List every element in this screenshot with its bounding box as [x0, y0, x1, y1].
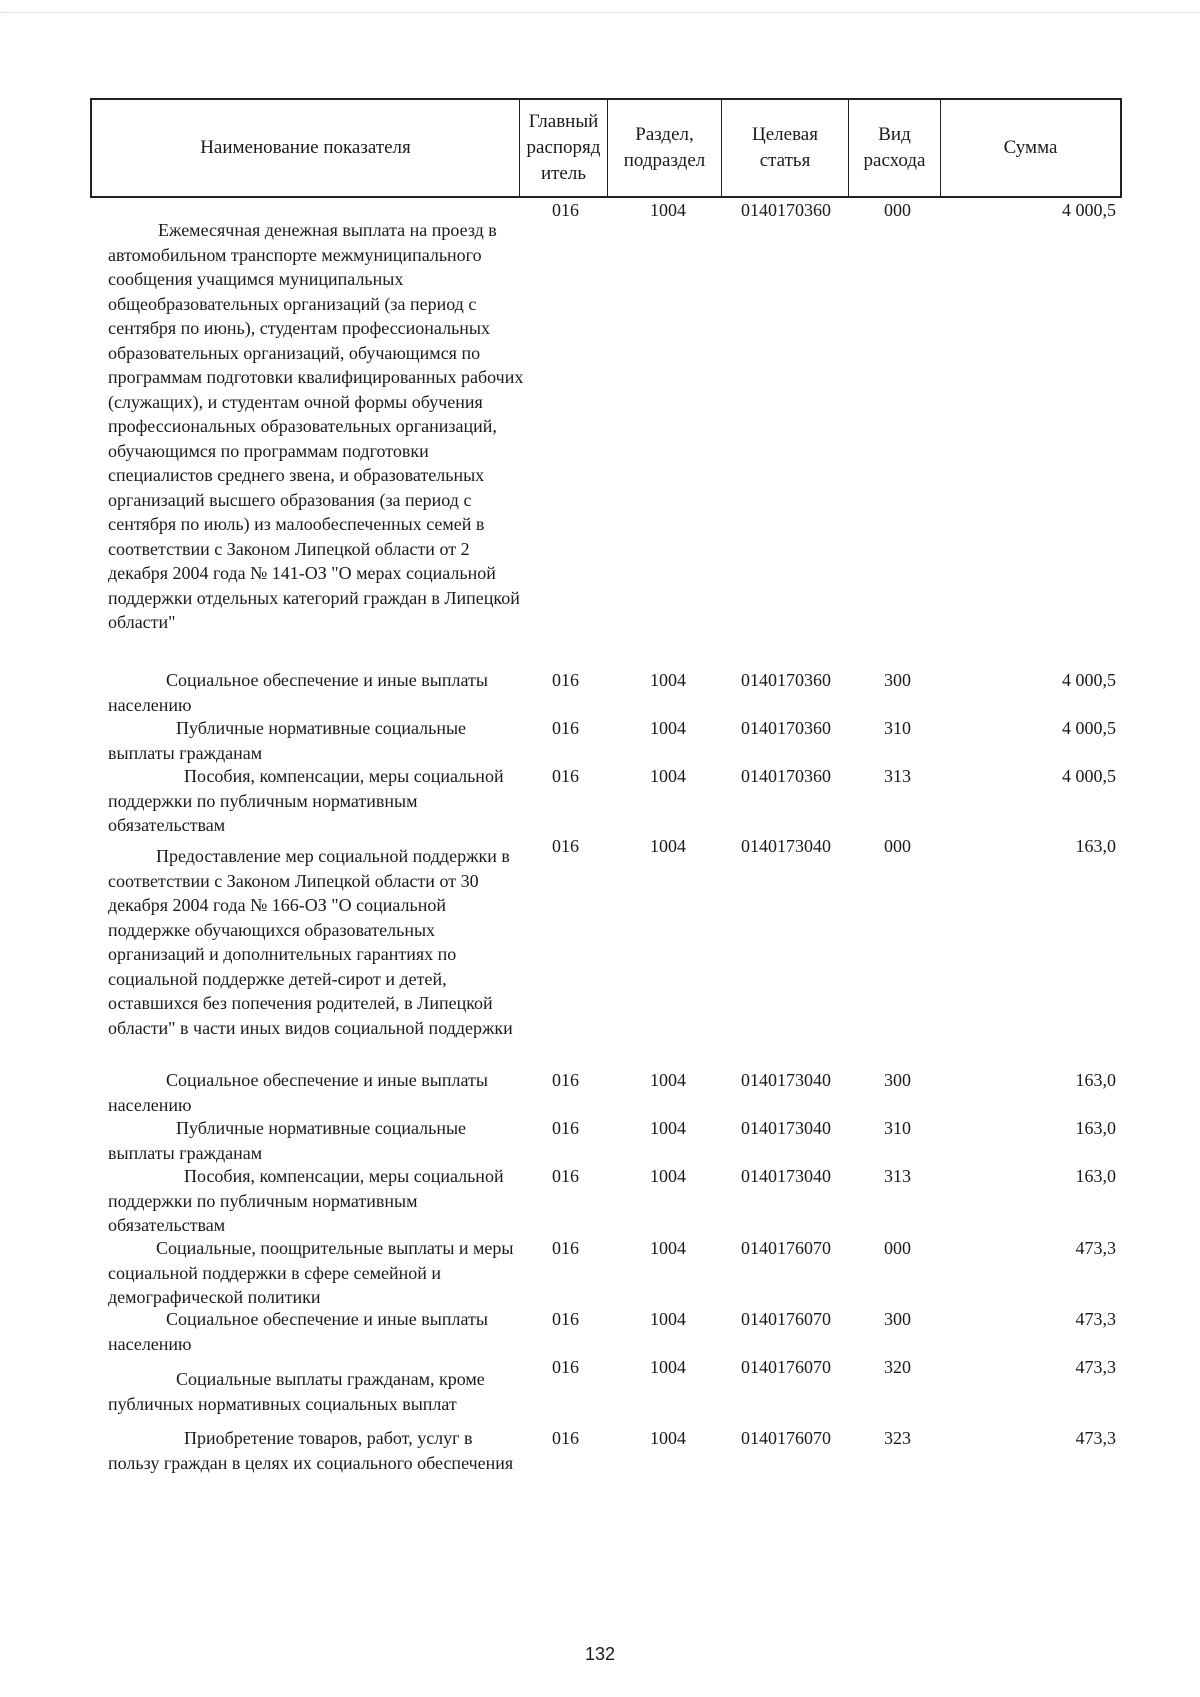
row-sum: 163,0 — [1075, 1070, 1116, 1090]
row-target-article: 0140176070 — [741, 1428, 831, 1448]
row-name: Социальное обеспечение и иные выплаты населению — [108, 670, 488, 715]
header-expense-type: Вид расхода — [848, 100, 940, 196]
row-expense-type: 323 — [884, 1428, 911, 1448]
row-name: Публичные нормативные социальные выплаты гражданам — [108, 1118, 467, 1163]
row-sum: 4 000,5 — [1062, 200, 1116, 220]
row-target-article: 0140173040 — [741, 1166, 831, 1186]
row-section: 1004 — [650, 1166, 686, 1186]
row-section: 1004 — [650, 1238, 686, 1258]
header-section: Раздел, подраздел — [607, 100, 721, 196]
row-section: 1004 — [650, 670, 686, 690]
row-target-article: 0140176070 — [741, 1238, 831, 1258]
row-sum: 163,0 — [1075, 1118, 1116, 1138]
row-chief-administrator: 016 — [552, 766, 579, 786]
header-chief-administrator: Главный распоряд итель — [519, 100, 607, 196]
row-target-article: 0140176070 — [741, 1357, 831, 1377]
header-target-article: Целевая статья — [721, 100, 848, 196]
row-sum: 473,3 — [1075, 1428, 1116, 1448]
row-chief-administrator: 016 — [552, 836, 579, 856]
row-target-article: 0140176070 — [741, 1309, 831, 1329]
row-chief-administrator: 016 — [552, 718, 579, 738]
row-section: 1004 — [650, 766, 686, 786]
row-target-article: 0140170360 — [741, 200, 831, 220]
row-name: Социальные выплаты гражданам, кроме публичных нормативных социальных выплат — [108, 1369, 485, 1414]
row-target-article: 0140173040 — [741, 1070, 831, 1090]
row-sum: 4 000,5 — [1062, 766, 1116, 786]
row-target-article: 0140173040 — [741, 836, 831, 856]
header-sum: Сумма — [940, 100, 1120, 196]
row-chief-administrator: 016 — [552, 1357, 579, 1377]
row-expense-type: 300 — [884, 1309, 911, 1329]
row-section: 1004 — [650, 200, 686, 220]
row-section: 1004 — [650, 1309, 686, 1329]
table-header — [90, 98, 1122, 198]
row-expense-type: 313 — [884, 766, 911, 786]
row-name: Предоставление мер социальной поддержки в соответствии с Законом Липецкой области от 30 декабря 2004 года № 166-ОЗ "О социальной поддержке обучающихся образовательных организаций и дополнительных гарантиях по социальной поддержке детей-сирот и детей, оставшихся без попечения родителей, в Липецкой области" в части иных видов социальной поддержки — [108, 846, 513, 1038]
row-name: Социальное обеспечение и иные выплаты населению — [108, 1070, 488, 1115]
row-expense-type: 310 — [884, 718, 911, 738]
row-sum: 473,3 — [1075, 1238, 1116, 1258]
row-expense-type: 310 — [884, 1118, 911, 1138]
header-name: Наименование показателя — [200, 137, 411, 158]
row-chief-administrator: 016 — [552, 200, 579, 220]
row-target-article: 0140170360 — [741, 670, 831, 690]
row-name: Приобретение товаров, работ, услуг в пользу граждан в целях их социального обеспечения — [108, 1428, 514, 1473]
row-expense-type: 300 — [884, 1070, 911, 1090]
row-chief-administrator: 016 — [552, 1118, 579, 1138]
row-chief-administrator: 016 — [552, 1238, 579, 1258]
row-sum: 163,0 — [1075, 1166, 1116, 1186]
row-name: Пособия, компенсации, меры социальной поддержки по публичным нормативным обязательствам — [108, 1166, 504, 1235]
row-sum: 473,3 — [1075, 1309, 1116, 1329]
row-sum: 473,3 — [1075, 1357, 1116, 1377]
page-number: 132 — [584, 1644, 616, 1664]
row-name: Пособия, компенсации, меры социальной поддержки по публичным нормативным обязательствам — [108, 766, 504, 835]
row-section: 1004 — [650, 1070, 686, 1090]
row-section: 1004 — [650, 836, 686, 856]
row-chief-administrator: 016 — [552, 1428, 579, 1448]
scan-edge-line — [0, 12, 1200, 13]
row-section: 1004 — [650, 718, 686, 738]
row-target-article: 0140170360 — [741, 718, 831, 738]
row-expense-type: 300 — [884, 670, 911, 690]
row-target-article: 0140173040 — [741, 1118, 831, 1138]
row-section: 1004 — [650, 1357, 686, 1377]
row-target-article: 0140170360 — [741, 766, 831, 786]
row-name: Социальные, поощрительные выплаты и меры социальной поддержки в сфере семейной и демографической политики — [108, 1238, 514, 1307]
row-chief-administrator: 016 — [552, 1166, 579, 1186]
row-expense-type: 320 — [884, 1357, 911, 1377]
row-chief-administrator: 016 — [552, 1070, 579, 1090]
row-expense-type: 000 — [884, 200, 911, 220]
row-sum: 4 000,5 — [1062, 670, 1116, 690]
row-chief-administrator: 016 — [552, 1309, 579, 1329]
row-name: Социальное обеспечение и иные выплаты населению — [108, 1309, 488, 1354]
row-name: Публичные нормативные социальные выплаты гражданам — [108, 718, 467, 763]
row-section: 1004 — [650, 1428, 686, 1448]
row-section: 1004 — [650, 1118, 686, 1138]
row-expense-type: 313 — [884, 1166, 911, 1186]
row-expense-type: 000 — [884, 1238, 911, 1258]
row-sum: 4 000,5 — [1062, 718, 1116, 738]
row-name: Ежемесячная денежная выплата на проезд в автомобильном транспорте межмуниципального сообщения учащимся муниципальных общеобразовательных организаций (за период с сентября по июнь), студентам профессиональных образовательных организаций, обучающимся по программам подготовки квалифицированных рабочих (служащих), и студентам очной формы обучения профессиональных образовательных организаций, обучающимся по программам подготовки специалистов среднего звена, и образовательных организаций высшего образования (за период с сентября по июль) из малообеспеченных семей в соответствии с Законом Липецкой области от 2 декабря 2004 года № 141-ОЗ "О мерах социальной поддержки отдельных категорий граждан в Липецкой области" — [108, 220, 524, 632]
row-expense-type: 000 — [884, 836, 911, 856]
row-chief-administrator: 016 — [552, 670, 579, 690]
row-sum: 163,0 — [1075, 836, 1116, 856]
